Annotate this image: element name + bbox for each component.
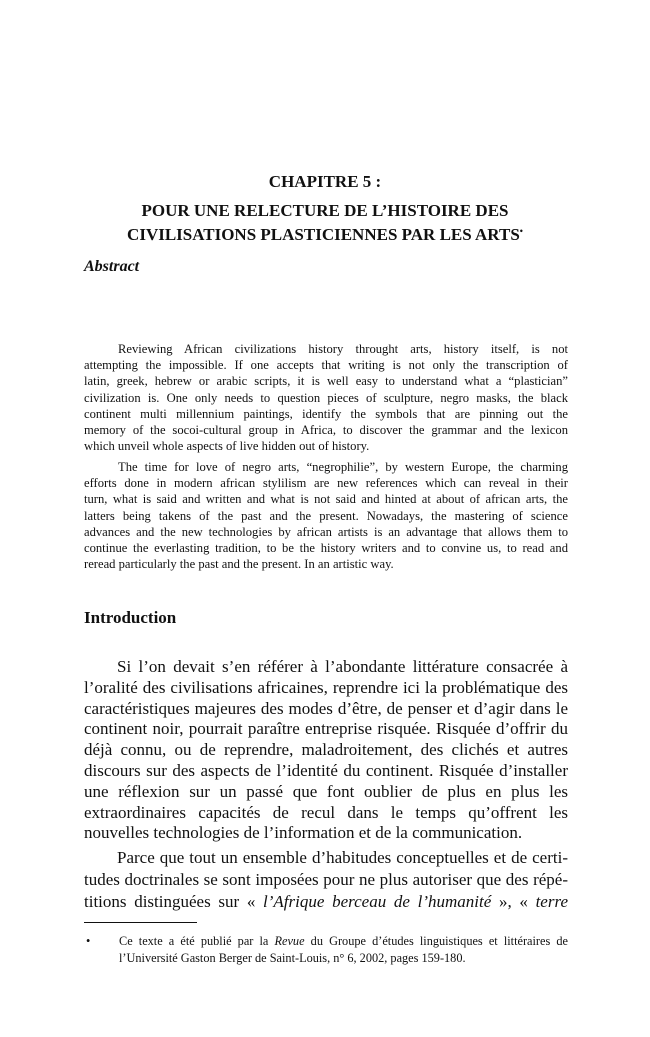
paragraph-line: civilization is. One only needs to question pieces of sculpture, negro masks, the black	[84, 390, 568, 405]
paragraph-line: continue the everlasting tradition, to be the history writers and to convine us, to read and	[84, 541, 568, 556]
intro-paragraph-1	[84, 657, 568, 844]
journal-name: Revue	[274, 934, 305, 948]
paragraph-line: continent multi millennium paintings, identify the symbols that are pinning out the	[84, 406, 568, 421]
quoted-phrase: l’Afrique berceau de l’humanité	[263, 892, 492, 911]
paragraph-line: discours sur des aspects de l’identité du continent. Risquée d’installer	[84, 760, 568, 780]
paragraph-line: efforts done in modern african stylilism are new references which can reveal in their	[84, 476, 568, 491]
paragraph-line: The time for love of negro arts, “negrophilie”, by western Europe, the charming	[118, 460, 568, 474]
text: Ce texte a été publié par la	[119, 934, 275, 948]
footnote-marker: •	[519, 226, 523, 236]
introduction-heading: Introduction	[84, 608, 177, 627]
paragraph-line: une réflexion sur un passé que font oublier de plus en plus les	[84, 781, 568, 801]
text: du Groupe d’études linguistiques et littéraires de	[304, 934, 568, 948]
paragraph-line: memory of the socoi-cultural group in Africa, to discover the grammar and the lexicon	[84, 423, 568, 438]
footnote-line: l’Université Gaston Berger de Saint-Louis, n° 6, 2002, pages 159-180.	[119, 951, 466, 965]
abstract-paragraph-1	[84, 341, 568, 454]
paragraph-line: reread particularly the past and the present. In an artistic way.	[84, 557, 394, 572]
paragraph-line: Reviewing African civilizations history throught arts, history itself, is not	[118, 342, 568, 356]
footnote-bullet: •	[86, 934, 91, 948]
paragraph-line: advances and the new technologies by african artists is an advantage that allows them to	[84, 524, 568, 539]
chapter-label: CHAPITRE 5 :	[268, 172, 382, 191]
chapter-title-line-1: POUR UNE RELECTURE DE L’HISTOIRE DES	[141, 201, 509, 220]
paragraph-line: Parce que tout un ensemble d’habitudes conceptuelles et de certi-	[117, 848, 568, 867]
paragraph-line: caractéristiques majeures des modes d’être, de penser et d’agir dans le	[84, 698, 568, 718]
chapter-title-line-2	[0, 225, 650, 245]
quoted-phrase: terre	[535, 892, 568, 911]
paragraph-line: nouvelles technologies de l’information et de la communication.	[84, 823, 523, 843]
paragraph-line: latin, greek, hebrew or arabic scripts, it is well easy to understand what a “plastician”	[84, 374, 568, 389]
paragraph-line: turn, what is said and written and what is not said and hinted at about of african arts, the	[84, 492, 568, 507]
paragraph-line: continent noir, pourrait paraître entreprise risquée. Risquée d’offrir du	[84, 719, 568, 739]
paragraph-line: Si l’on devait s’en référer à l’abondante littérature consacrée à	[117, 657, 568, 676]
paragraph-line: déjà connu, ou de reprendre, maladroitement, des clichés et autres	[84, 740, 568, 760]
paragraph-line: tudes doctrinales se sont imposées pour ne plus autoriser que des répé-	[84, 870, 568, 889]
abstract-heading: Abstract	[84, 258, 140, 275]
paragraph-line: l’oralité des civilisations africaines, reprendre ici la problématique des	[84, 677, 568, 697]
abstract-paragraph-2	[84, 459, 568, 572]
footnote-divider	[84, 922, 197, 923]
text: titions distinguées sur «	[84, 892, 264, 911]
footnote	[84, 933, 568, 967]
paragraph-line: extraordinaires capacités de recul dans le temps qu’offrent les	[84, 802, 568, 822]
intro-paragraph-2	[84, 847, 568, 913]
footnote-line	[119, 933, 568, 950]
paragraph-line: attempting the impossible. If one accepts that writing is not only the transcription of	[84, 358, 568, 373]
paragraph-line	[84, 891, 568, 913]
paragraph-line: latters being takens of the past and the present. Nowadays, the mastering of science	[84, 508, 568, 523]
text: », «	[491, 892, 536, 911]
chapter-title-text: CIVILISATIONS PLASTICIENNES PAR LES ARTS	[127, 225, 520, 244]
paragraph-line: which unveil whole aspects of live hidden out of history.	[84, 439, 370, 454]
